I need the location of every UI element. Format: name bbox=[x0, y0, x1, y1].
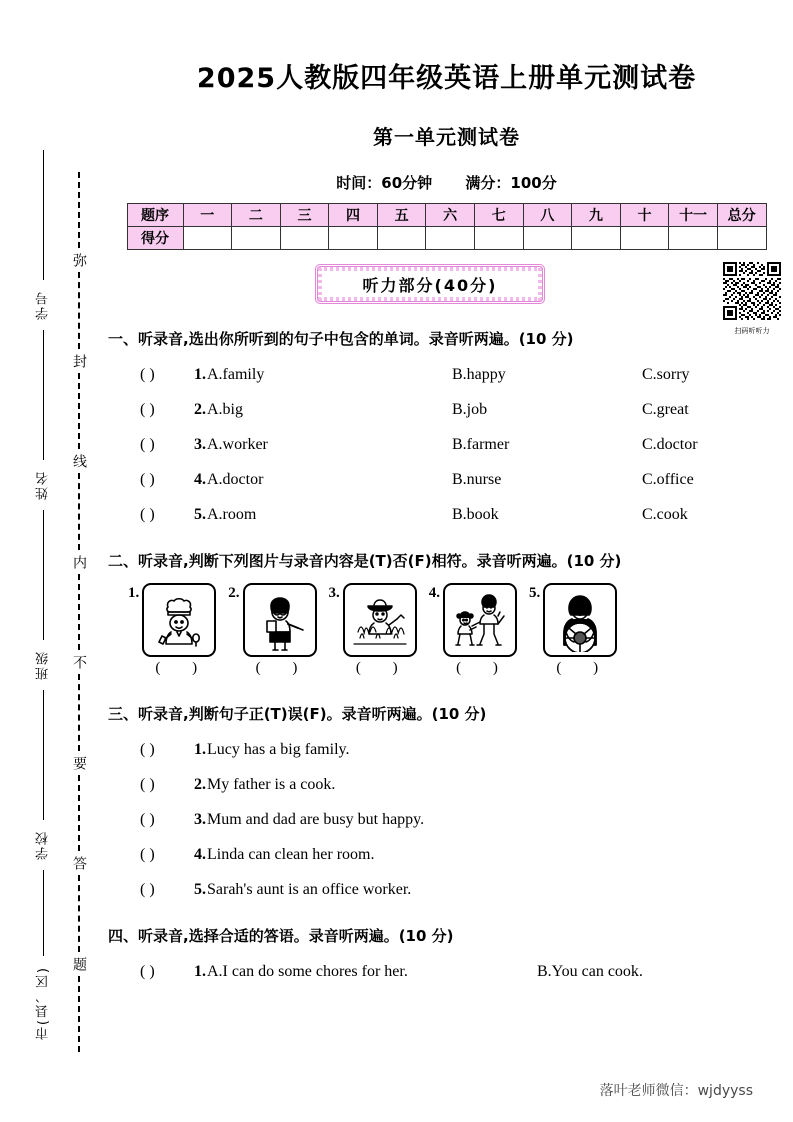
score-col-header: 九 bbox=[572, 204, 621, 227]
dash-segment bbox=[78, 574, 80, 650]
score-col-header: 十 bbox=[620, 204, 669, 227]
qr-code-icon[interactable] bbox=[723, 262, 781, 320]
dash-segment bbox=[78, 473, 80, 549]
seal-field-label: 姓名 bbox=[35, 470, 51, 500]
seal-rule bbox=[43, 150, 44, 280]
option-a[interactable]: A.doctor bbox=[207, 471, 264, 488]
seal-field-label: 学号 bbox=[35, 290, 51, 320]
question-list bbox=[100, 741, 793, 899]
score-cell[interactable] bbox=[426, 227, 475, 250]
dash-segment bbox=[78, 875, 80, 951]
time-label: 时间：60分钟 bbox=[336, 174, 433, 192]
listening-banner-row bbox=[100, 262, 793, 335]
picture-item bbox=[529, 583, 617, 677]
option-b[interactable]: B.farmer bbox=[452, 436, 510, 453]
picture-item bbox=[228, 583, 316, 677]
question-row[interactable] bbox=[100, 506, 793, 524]
dash-segment bbox=[78, 674, 80, 750]
option-c[interactable]: C.sorry bbox=[642, 366, 690, 383]
question-number: 3. bbox=[194, 436, 206, 453]
picture-row bbox=[100, 583, 793, 677]
driver-icon bbox=[548, 588, 612, 652]
children-playing-icon bbox=[448, 588, 512, 652]
question-number: 3. bbox=[194, 811, 206, 828]
picture-number: 2. bbox=[228, 585, 240, 601]
answer-blank[interactable]: ( ) bbox=[140, 881, 155, 898]
score-table-row-label: 题序 bbox=[127, 204, 183, 227]
option-b[interactable]: B.book bbox=[452, 506, 499, 523]
option-b[interactable]: B.You can cook. bbox=[537, 963, 643, 980]
option-c[interactable]: C.office bbox=[642, 471, 694, 488]
seal-sidebar bbox=[0, 0, 100, 1122]
question-row[interactable] bbox=[100, 401, 793, 419]
seal-text-char: 要 bbox=[71, 755, 87, 770]
answer-blank[interactable]: ( ) bbox=[140, 846, 155, 863]
seal-field-4 bbox=[34, 870, 53, 1050]
picture-item bbox=[128, 583, 216, 677]
question-list bbox=[100, 366, 793, 524]
seal-text-char: 弥 bbox=[71, 253, 87, 268]
farmer-icon bbox=[348, 588, 412, 652]
question-row[interactable] bbox=[100, 811, 793, 829]
seal-rule bbox=[43, 330, 44, 460]
picture-column bbox=[543, 583, 617, 677]
seal-field-1 bbox=[34, 330, 53, 510]
option-a[interactable]: A.family bbox=[207, 366, 265, 383]
score-col-header: 八 bbox=[523, 204, 572, 227]
score-cell[interactable] bbox=[183, 227, 232, 250]
score-cell[interactable] bbox=[474, 227, 523, 250]
section-four bbox=[100, 925, 793, 981]
seal-field-label: 班级 bbox=[35, 650, 51, 680]
picture-column bbox=[443, 583, 517, 677]
question-text: My father is a cook. bbox=[207, 776, 336, 793]
question-row[interactable] bbox=[100, 963, 793, 981]
score-cell[interactable] bbox=[329, 227, 378, 250]
picture-answer-blank[interactable]: ( ) bbox=[255, 660, 312, 676]
question-number: 5. bbox=[194, 881, 206, 898]
seal-field-2 bbox=[34, 510, 53, 690]
answer-blank[interactable]: ( ) bbox=[140, 471, 155, 488]
picture-column bbox=[142, 583, 216, 677]
section-heading: 三、听录音,判断句子正(T)误(F)。录音听两遍。(10 分) bbox=[108, 705, 487, 723]
seal-text-char: 封 bbox=[71, 353, 87, 368]
picture-number: 3. bbox=[328, 585, 340, 601]
option-a[interactable]: A.room bbox=[207, 506, 257, 523]
picture-item bbox=[429, 583, 517, 677]
score-cell[interactable] bbox=[669, 227, 718, 250]
option-a[interactable]: A.I can do some chores for her. bbox=[207, 963, 408, 980]
dash-segment bbox=[78, 976, 80, 1052]
section-one bbox=[100, 328, 793, 524]
qr-caption: 扫码听听力 bbox=[734, 327, 770, 335]
picture-box bbox=[443, 583, 517, 657]
seal-text-char: 内 bbox=[71, 554, 87, 569]
student-info-fields bbox=[26, 150, 60, 1050]
score-table-row-label: 得分 bbox=[127, 227, 183, 250]
question-number: 2. bbox=[194, 401, 206, 418]
picture-number: 4. bbox=[428, 585, 440, 601]
dash-segment bbox=[78, 172, 80, 248]
score-col-header: 一 bbox=[183, 204, 232, 227]
question-row[interactable] bbox=[100, 366, 793, 384]
section-heading: 一、听录音,选出你所听到的句子中包含的单词。录音听两遍。(10 分) bbox=[108, 330, 574, 348]
picture-box bbox=[343, 583, 417, 657]
table-row-headers bbox=[127, 204, 766, 227]
score-cell[interactable] bbox=[232, 227, 281, 250]
score-col-header: 六 bbox=[426, 204, 475, 227]
question-number: 2. bbox=[194, 776, 206, 793]
seal-field-label: 市(县、区) bbox=[35, 965, 51, 1040]
option-c[interactable]: C.doctor bbox=[642, 436, 698, 453]
option-b[interactable]: B.nurse bbox=[452, 471, 502, 488]
answer-blank[interactable]: ( ) bbox=[140, 366, 155, 383]
score-cell[interactable] bbox=[280, 227, 329, 250]
seal-rule bbox=[43, 510, 44, 640]
picture-box bbox=[142, 583, 216, 657]
answer-blank[interactable]: ( ) bbox=[140, 963, 155, 980]
question-number: 4. bbox=[194, 471, 206, 488]
seal-field-3 bbox=[34, 690, 53, 870]
question-number: 5. bbox=[194, 506, 206, 523]
picture-box bbox=[543, 583, 617, 657]
picture-box bbox=[243, 583, 317, 657]
score-col-header: 总分 bbox=[717, 204, 766, 227]
picture-answer-blank[interactable]: ( ) bbox=[456, 660, 512, 676]
teacher-icon bbox=[248, 588, 312, 652]
cook-icon bbox=[147, 588, 211, 652]
question-number: 1. bbox=[194, 366, 206, 383]
picture-item bbox=[329, 583, 417, 677]
question-text: Mum and dad are busy but happy. bbox=[207, 811, 425, 828]
answer-blank[interactable]: ( ) bbox=[140, 811, 155, 828]
score-cell[interactable] bbox=[572, 227, 621, 250]
seal-field-label: 学校 bbox=[35, 830, 51, 860]
dash-segment bbox=[78, 272, 80, 348]
seal-text-char: 答 bbox=[71, 856, 87, 871]
picture-answer-blank[interactable]: ( ) bbox=[155, 660, 212, 676]
score-col-header: 七 bbox=[474, 204, 523, 227]
seal-text-char: 题 bbox=[71, 956, 87, 971]
option-a[interactable]: A.worker bbox=[207, 436, 268, 453]
answer-blank[interactable]: ( ) bbox=[140, 401, 155, 418]
dash-segment bbox=[78, 373, 80, 449]
seal-dashed-line bbox=[66, 172, 92, 1052]
exam-meta bbox=[100, 172, 793, 193]
question-text: Sarah's aunt is an office worker. bbox=[207, 881, 412, 898]
score-col-header: 二 bbox=[232, 204, 281, 227]
option-b[interactable]: B.job bbox=[452, 401, 488, 418]
dash-segment bbox=[78, 775, 80, 851]
section-three bbox=[100, 703, 793, 899]
section-heading: 四、听录音,选择合适的答语。录音听两遍。(10 分) bbox=[108, 927, 454, 945]
section-two bbox=[100, 550, 793, 677]
question-number: 1. bbox=[194, 741, 206, 758]
option-c[interactable]: C.cook bbox=[642, 506, 688, 523]
exam-page bbox=[100, 0, 793, 1122]
answer-blank[interactable]: ( ) bbox=[140, 776, 155, 793]
seal-rule bbox=[43, 870, 44, 956]
question-row[interactable] bbox=[100, 846, 793, 864]
picture-column bbox=[243, 583, 317, 677]
seal-field-0 bbox=[34, 150, 53, 330]
answer-blank[interactable]: ( ) bbox=[140, 741, 155, 758]
question-text: Lucy has a big family. bbox=[207, 741, 350, 758]
picture-number: 1. bbox=[128, 585, 140, 601]
score-col-header: 三 bbox=[280, 204, 329, 227]
question-row[interactable] bbox=[100, 776, 793, 794]
score-cell[interactable] bbox=[523, 227, 572, 250]
option-c[interactable]: C.great bbox=[642, 401, 689, 418]
question-number: 4. bbox=[194, 846, 206, 863]
question-text: Linda can clean her room. bbox=[207, 846, 375, 863]
picture-answer-blank[interactable]: ( ) bbox=[556, 660, 613, 676]
seal-text-char: 线 bbox=[71, 454, 87, 469]
seal-rule bbox=[43, 690, 44, 820]
question-row[interactable] bbox=[100, 436, 793, 454]
qr-code-block[interactable] bbox=[721, 262, 783, 336]
page-subtitle: 第一单元测试卷 bbox=[373, 125, 520, 149]
picture-answer-blank[interactable]: ( ) bbox=[355, 660, 412, 676]
option-b[interactable]: B.happy bbox=[452, 366, 506, 383]
score-col-header: 十一 bbox=[669, 204, 718, 227]
question-list bbox=[100, 963, 793, 981]
listening-section-banner: 听力部分(40分) bbox=[315, 264, 545, 304]
score-cell[interactable] bbox=[377, 227, 426, 250]
score-col-header: 四 bbox=[329, 204, 378, 227]
picture-column bbox=[343, 583, 417, 677]
section-heading: 二、听录音,判断下列图片与录音内容是(T)否(F)相符。录音听两遍。(10 分) bbox=[108, 552, 622, 570]
option-a[interactable]: A.big bbox=[207, 401, 243, 418]
score-cell[interactable] bbox=[620, 227, 669, 250]
total-score-label: 满分：100分 bbox=[465, 174, 557, 192]
question-row[interactable] bbox=[100, 881, 793, 899]
answer-blank[interactable]: ( ) bbox=[140, 436, 155, 453]
table-row-scores bbox=[127, 227, 766, 250]
answer-blank[interactable]: ( ) bbox=[140, 506, 155, 523]
page-title: 2025人教版四年级英语上册单元测试卷 bbox=[196, 63, 697, 94]
question-row[interactable] bbox=[100, 471, 793, 489]
seal-text-char: 不 bbox=[71, 655, 87, 670]
score-cell[interactable] bbox=[717, 227, 766, 250]
score-col-header: 五 bbox=[377, 204, 426, 227]
score-table bbox=[127, 203, 767, 250]
question-row[interactable] bbox=[100, 741, 793, 759]
footer-watermark: 落叶老师微信：wjdyyss bbox=[599, 1083, 753, 1099]
question-number: 1. bbox=[194, 963, 206, 980]
picture-number: 5. bbox=[529, 585, 541, 601]
